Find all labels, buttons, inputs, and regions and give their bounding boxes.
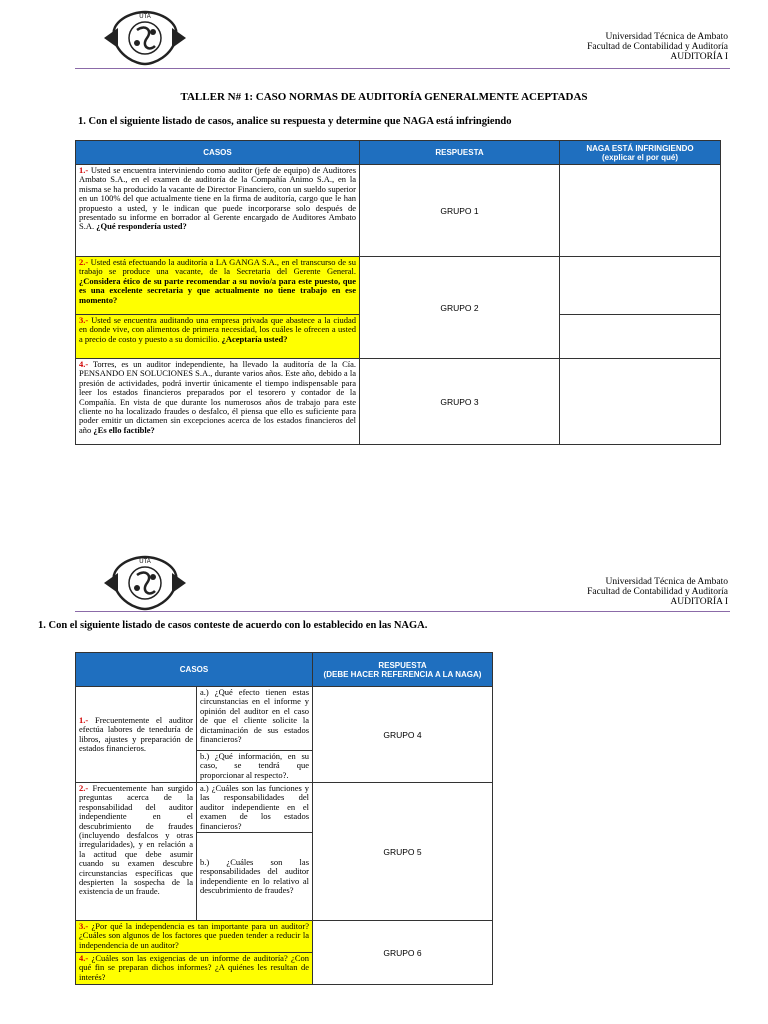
institution-block-2: [587, 577, 728, 607]
page-1: [0, 0, 768, 470]
col-header-answer: RESPUESTA: [360, 141, 560, 165]
case2-3: 3.- ¿Por qué la independencia es tan importante para un auditor? ¿Cuáles son algunos de los factores que pueden tender a reducir la independencia de un auditor?: [76, 921, 313, 953]
naga-cell-4[interactable]: [560, 359, 721, 445]
header-divider: [75, 68, 730, 69]
case2-1: 1.- Frecuentemente el auditor efectúa labores de teneduría de libros, ajustes y preparación de estados financieros.: [76, 687, 197, 783]
university-logo-2: [100, 553, 190, 611]
case2-4: 4.- ¿Cuáles son las exigencias de un informe de auditoría? ¿Con qué fin se preparan dichos informes? ¿A quiénes les resultan de interés?: [76, 953, 313, 985]
case2-2-b: b.) ¿Cuáles son las responsabilidades del auditor independiente en lo relativo al descubrimiento de fraudes?: [197, 833, 313, 921]
faculty-name-2: Facultad de Contabilidad y Auditoría: [587, 587, 728, 597]
naga-cell-1[interactable]: [560, 165, 721, 257]
col-header-cases: CASOS: [76, 141, 360, 165]
case-4: 4.- Torres, es un auditor independiente, ha llevado la auditoría de la Cía. PENSANDO EN SOLUCIONES S.A., durante varios años. Este año, debido a la presión de actividades, podrá invertir únicamente el tiempo indispensable para leer los estados financieros preparados por el tesorero y contador de la Compañía. En vista de que durante los numerosos años de trabajo para este cliente no ha localizado fraudes o desfalco, él piensa que ello es suficiente para poder emitir un dictamen sin excepciones acerca de los estados financieros del año ¿Es ello factible?: [76, 359, 360, 445]
group-2-answer: GRUPO 2: [360, 257, 560, 359]
header-divider-2: [75, 611, 730, 612]
course-name: AUDITORÍA I: [670, 52, 728, 62]
naga-cell-3[interactable]: [560, 315, 721, 359]
group-3-answer: GRUPO 3: [360, 359, 560, 445]
group-1-answer: GRUPO 1: [360, 165, 560, 257]
group-6-answer: GRUPO 6: [313, 921, 493, 985]
case-1: 1.- Usted se encuentra interviniendo como auditor (jefe de equipo) de Auditores Ambato S.A., en el examen de auditoría de la Compañía Animo S.A., en la misma se ha producido la vacante de Director Financiero, con un sueldo superior en un 100% del que actualmente tiene en la firma de auditoría, cargo que le han propuesto a usted, y le indican que puede incorporarse solo después de presentado su informe en borrador al Gerente encargado de Auditores Ambato S.A. ¿Qué respondería usted?: [76, 165, 360, 257]
university-name: Universidad Técnica de Ambato: [605, 32, 728, 42]
logo-text-2: UTA: [139, 559, 151, 565]
case2-1-a: a.) ¿Qué efecto tienen estas circunstancias en el informe y opinión del auditor en el caso de que el cliente solicite la dictaminación de sus estados financieros?: [197, 687, 313, 751]
institution-block: [587, 32, 728, 62]
col-header-answer-2: RESPUESTA (DEBE HACER REFERENCIA A LA NAGA): [313, 653, 493, 687]
page-title: TALLER N# 1: CASO NORMAS DE AUDITORÍA GENERALMENTE ACEPTADAS: [180, 91, 588, 103]
page-header-2: [0, 545, 768, 615]
case-3: 3.- Usted se encuentra auditando una empresa privada que abastece a la ciudad en donde vive, con alimentos de primera necesidad, los cuáles le ofrecen a usted a precio de costo y puesto a su domicilio. ¿Aceptaría usted?: [76, 315, 360, 359]
cases-table-1: [75, 140, 721, 445]
page-2: [0, 545, 768, 1024]
page-header: [0, 0, 768, 70]
case-2: 2.- Usted está efectuando la auditoría a LA GANGA S.A., en el transcurso de su trabajo se produce una vacante, de la Secretaria del Gerente General. ¿Considera ético de su parte recomendar a su novio/a para este puesto, que es una excelente secretaria y que actualmente no tiene trabajo en ese momento?: [76, 257, 360, 315]
group-5-answer: GRUPO 5: [313, 783, 493, 921]
university-name-2: Universidad Técnica de Ambato: [605, 577, 728, 587]
logo-text: UTA: [139, 14, 151, 20]
cases-table-2: [75, 652, 493, 985]
question-1: 1. Con el siguiente listado de casos, analice su respuesta y determine que NAGA está infringiendo: [78, 116, 512, 127]
col-header-naga: NAGA ESTÁ INFRINGIENDO (explicar el por qué): [560, 141, 721, 165]
question-2: 1. Con el siguiente listado de casos conteste de acuerdo con lo establecido en las NAGA.: [38, 620, 428, 631]
group-4-answer: GRUPO 4: [313, 687, 493, 783]
case2-2: 2.- Frecuentemente han surgido preguntas acerca de la responsabilidad del auditor independiente en el descubrimiento de fraudes (incluyendo desfalcos y otras irregularidades), y en relación a la actitud que debe asumir cuando su examen descubre circunstancias específicas que despierten la sospecha de la existencia de un fraude.: [76, 783, 197, 921]
course-name-2: AUDITORÍA I: [670, 597, 728, 607]
faculty-name: Facultad de Contabilidad y Auditoría: [587, 42, 728, 52]
naga-cell-2[interactable]: [560, 257, 721, 315]
case2-2-a: a.) ¿Cuáles son las funciones y las responsabilidades del auditor independiente en el examen de los estados financieros?: [197, 783, 313, 833]
university-logo: [100, 8, 190, 66]
col-header-cases-2: CASOS: [76, 653, 313, 687]
case2-1-b: b.) ¿Qué información, en su caso, se tendrá que proporcionar al respecto?.: [197, 751, 313, 783]
